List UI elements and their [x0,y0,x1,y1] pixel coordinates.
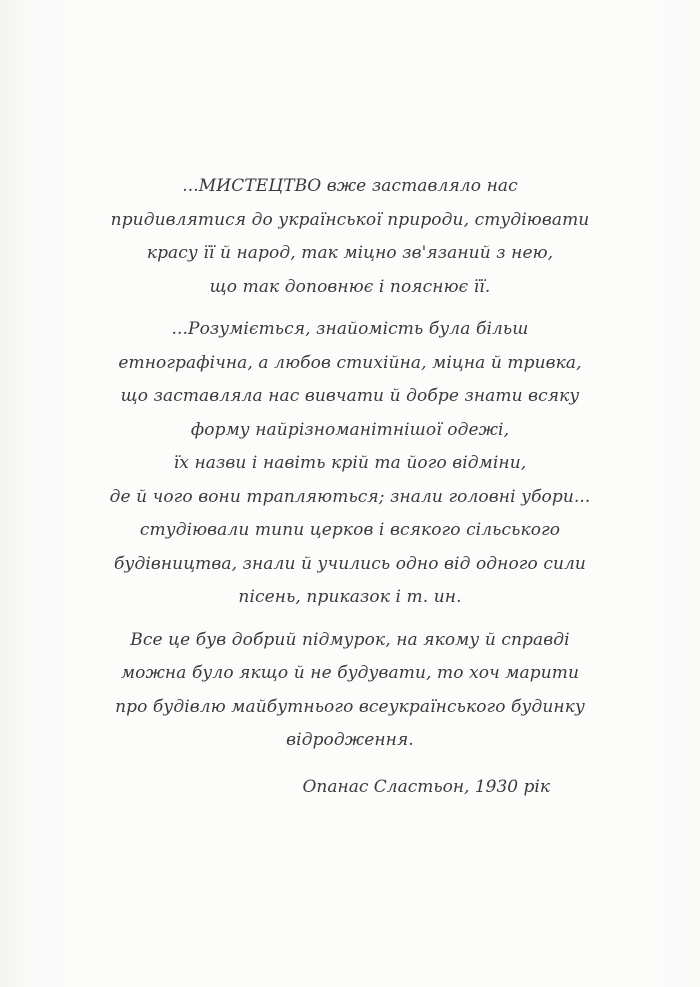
quote-paragraph-1 [60,170,640,304]
quote-line: етнографічна, а любов стихійна, міцна й тривка, [118,352,582,373]
quote-line: Все це був добрий підмурок, на якому й справді [130,629,570,650]
quote-line: що заставляла нас вивчати й добре знати всяку [120,386,580,406]
quote-paragraph-3 [60,624,640,758]
quote-line: відродження. [286,730,414,750]
quote-line: про будівлю майбутнього всеукраїнського будинку [115,696,585,717]
quote-line: ...МИСТЕЦТВО вже заставляло нас [182,176,518,196]
quote-line: красу її й народ, так міцно зв'язаний з нею, [146,243,554,263]
quote-line: їх назви і навіть крій та його відміни, [173,453,527,473]
paragraph-spacer [60,304,640,313]
quote-line: придивлятися до української природи, студіювати [110,209,590,230]
quote-block [60,170,640,758]
quote-line: де й чого вони трапляються; знали головні убори... [109,486,591,507]
quote-paragraph-2 [60,313,640,615]
quote-line: можна було якщо й не будувати, то хоч марити [120,663,580,683]
quote-line: будівництва, знали й учились одно від одного сили [114,553,586,574]
quote-line: форму найрізноманітнішої одежі, [190,419,510,440]
quote-line: що так доповнює і пояснює її. [209,276,491,297]
quote-line: пісень, приказок і т. ин. [238,587,462,607]
quote-attribution: Опанас Сластьон, 1930 рік [302,777,550,797]
quote-line: ...Розуміється, знайомість була більш [171,319,529,339]
paragraph-spacer [60,615,640,624]
quote-line: студіювали типи церков і всякого сільського [139,520,561,540]
